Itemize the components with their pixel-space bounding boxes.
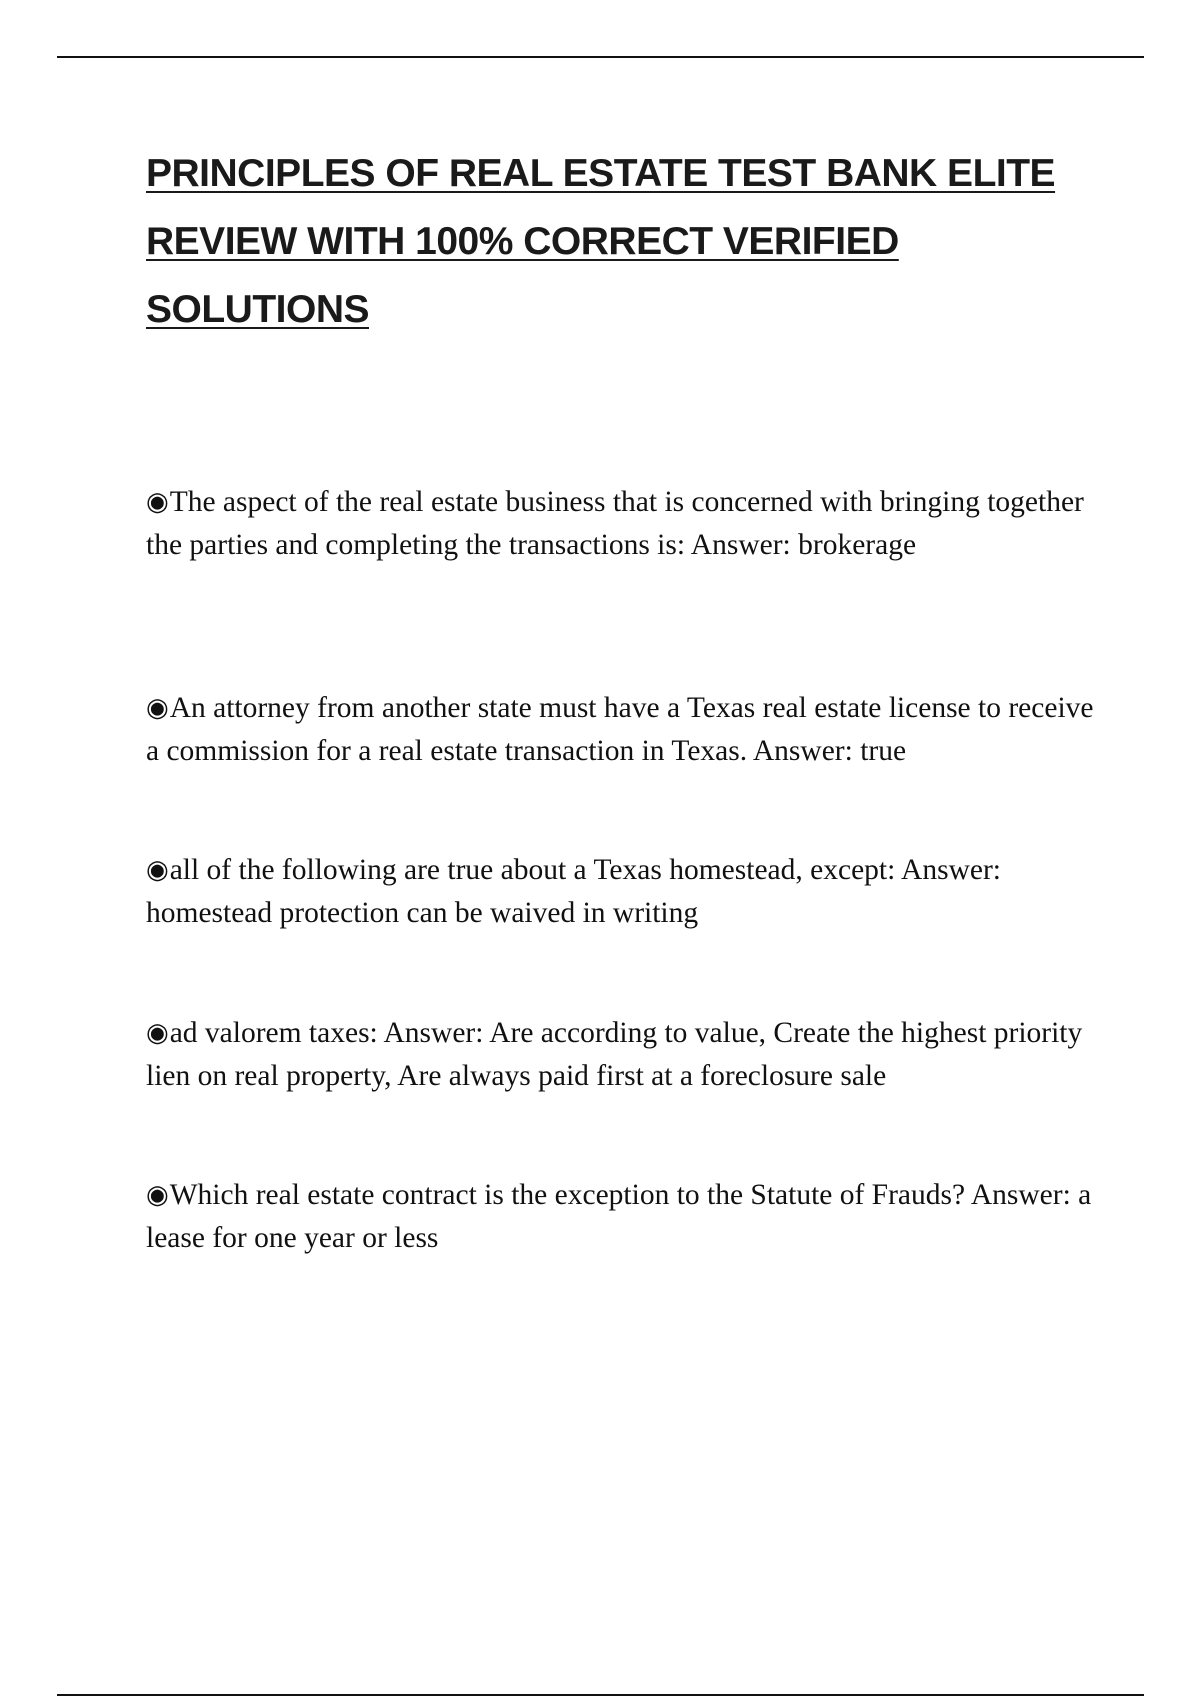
radio-bullet-icon: ◉ [146,855,169,884]
qa-text: ad valorem taxes: Answer: Are according to value, Create the highest priority lien on real property, Are always paid first at a foreclosure sale [146,1017,1083,1092]
page-title-text: PRINCIPLES OF REAL ESTATE TEST BANK ELITE REVIEW WITH 100% CORRECT VERIFIED SOLUTIONS [146,152,1056,331]
radio-bullet-icon: ◉ [146,1180,169,1209]
qa-item [146,686,1096,773]
qa-text: An attorney from another state must have a Texas real estate license to receive a commission for a real estate transaction in Texas. Answer: true [146,692,1094,767]
qa-item [146,848,1096,935]
qa-item [146,480,1096,567]
qa-text: Which real estate contract is the exception to the Statute of Frauds? Answer: a lease for one year or less [146,1179,1092,1254]
page-title [146,140,1086,344]
qa-item [146,1173,1096,1260]
qa-text: The aspect of the real estate business that is concerned with bringing together the parties and completing the transactions is: Answer: brokerage [146,486,1084,561]
qa-text: all of the following are true about a Texas homestead, except: Answer: homestead protection can be waived in writing [146,854,1002,929]
bottom-rule [57,1694,1144,1696]
radio-bullet-icon: ◉ [146,1018,169,1047]
top-rule [57,56,1144,58]
radio-bullet-icon: ◉ [146,693,169,722]
qa-item [146,1011,1096,1098]
radio-bullet-icon: ◉ [146,487,169,516]
